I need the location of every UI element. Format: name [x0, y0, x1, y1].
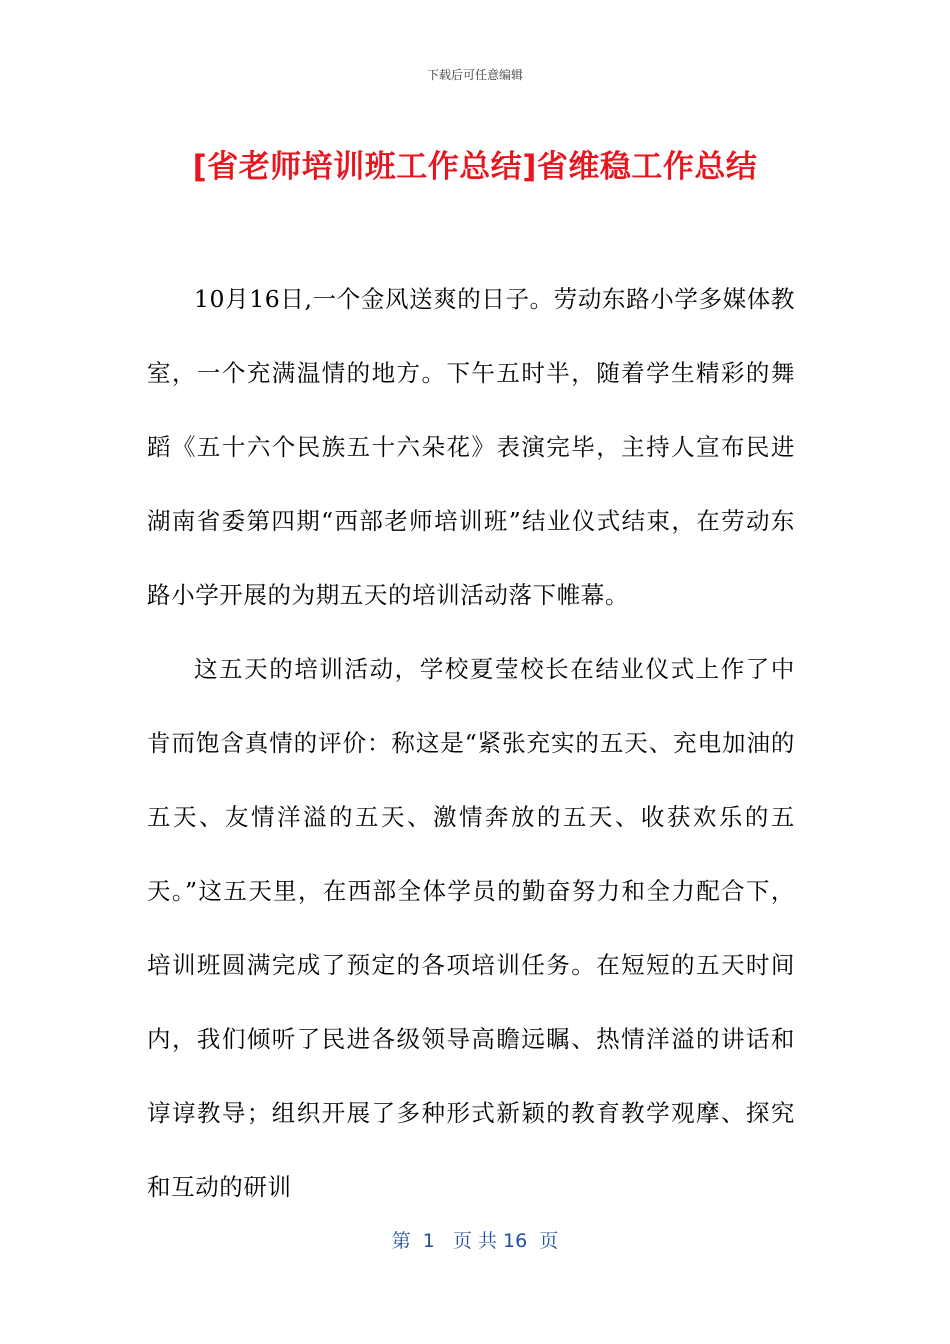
page-footer: 第 1 页 共 16 页 [391, 1230, 559, 1252]
paragraph-2: 这五天的培训活动，学校夏莹校长在结业仪式上作了中肯而饱含真情的评价：称这是“紧张充实的五天、充电加油的五天、友情洋溢的五天、激情奔放的五天、收获欢乐的五天。”这五天里，在西部全体学员的勤奋努力和全力配合下，培训班圆满完成了预定的各项培训任务。在短短的五天时间内，我们倾听了民进各级领导高瞻远瞩、热情洋溢的讲话和谆谆教导；组织开展了多种形式新颖的教育教学观摩、探究和互动的研训 [147, 655, 795, 1201]
document-body [147, 262, 795, 1224]
header-note: 下载后可任意编辑 [426, 68, 523, 82]
document-title: [省老师培训班工作总结]省维稳工作总结 [192, 149, 758, 185]
paragraph-1: 10月16日,一个金风送爽的日子。劳动东路小学多媒体教室，一个充满温情的地方。下午五时半，随着学生精彩的舞蹈《五十六个民族五十六朵花》表演完毕，主持人宣布民进湖南省委第四期“西部老师培训班”结业仪式结束，在劳动东路小学开展的为期五天的培训活动落下帷幕。 [147, 285, 795, 609]
